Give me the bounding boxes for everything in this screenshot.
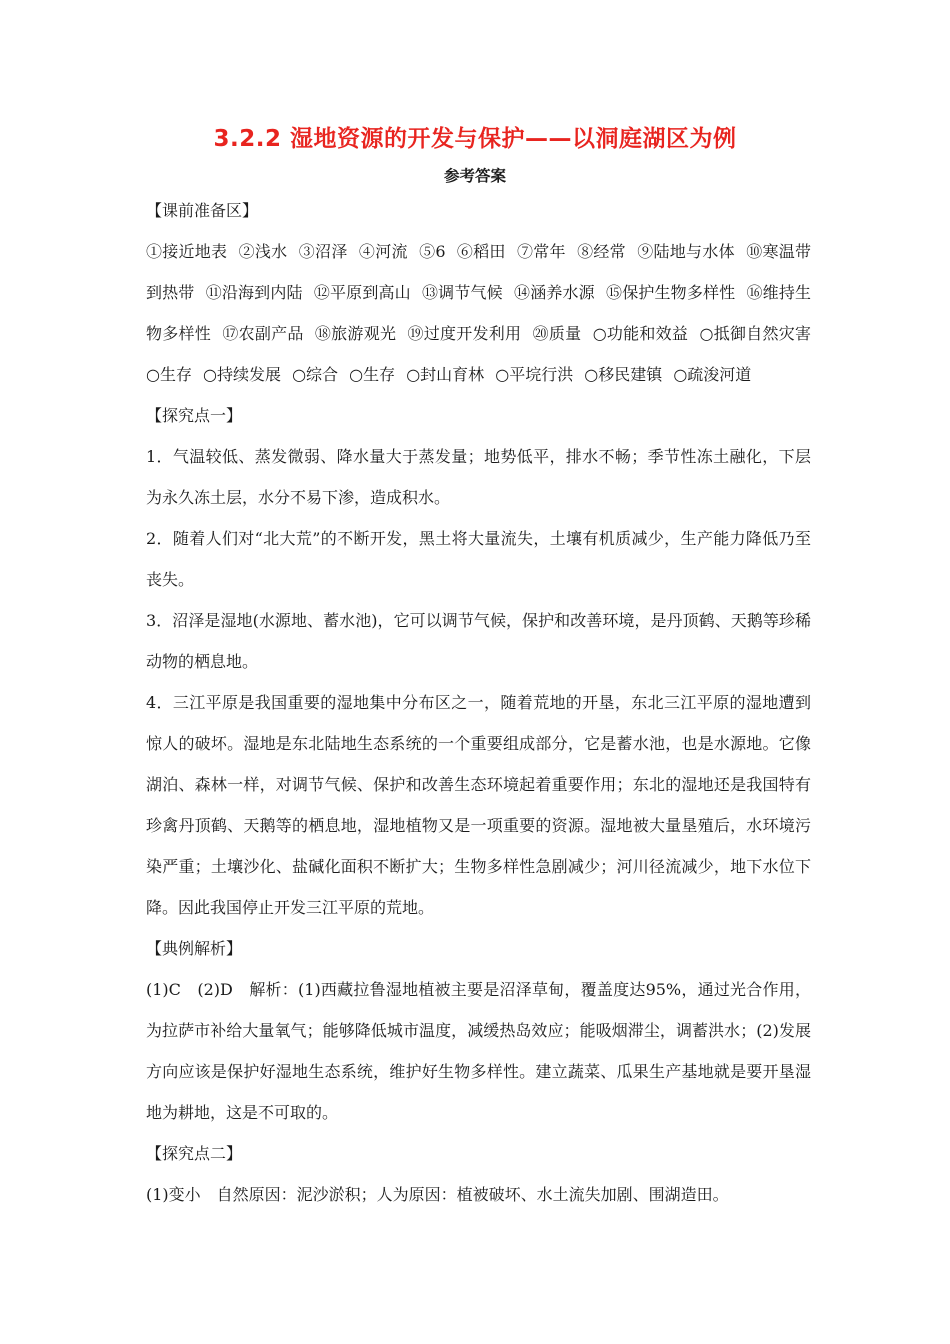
section-heading-pre-class: 【课前准备区】	[146, 201, 259, 220]
pre-class-answers: ①接近地表 ②浅水 ③沼泽 ④河流 ⑤6 ⑥稻田 ⑦常年 ⑧经常 ⑨陆地与水体 ⑩寒温带到热带 ⑪沿海到内陆 ⑫平原到高山 ⑬调节气候 ⑭涵养水源 ⑮保护生物多样性 ⑯维持生物多样性 ⑰农副产品 ⑱旅游观光 ⑲过度开发利用 ⑳质量 ○功能和效益 ○抵御自然灾害 ○生存 ○持续发展 ○综合 ○生存 ○封山育林 ○平垸行洪 ○移民建镇 ○疏浚河道	[146, 242, 811, 384]
section-heading-explore-1: 【探究点一】	[146, 406, 243, 425]
explore1-item-3: 3．沼泽是湿地(水源地、蓄水池)，它可以调节气候，保护和改善环境，是丹顶鹤、天鹅等珍稀动物的栖息地。	[146, 611, 811, 671]
section-heading-example: 【典例解析】	[146, 939, 243, 958]
explore1-item-1: 1．气温较低、蒸发微弱、降水量大于蒸发量；地势低平，排水不畅；季节性冻土融化，下层为永久冻土层，水分不易下渗，造成积水。	[146, 447, 811, 507]
explore1-item-2: 2．随着人们对“北大荒”的不断开发，黑土将大量流失，土壤有机质减少，生产能力降低乃至丧失。	[146, 529, 811, 589]
explore2-answer: (1)变小 自然原因：泥沙淤积；人为原因：植被破坏、水土流失加剧、围湖造田。	[146, 1185, 729, 1204]
document-subtitle: 参考答案	[443, 167, 506, 185]
document-body	[146, 190, 811, 1215]
section-heading-explore-2: 【探究点二】	[146, 1144, 243, 1163]
explore1-item-4: 4．三江平原是我国重要的湿地集中分布区之一，随着荒地的开垦，东北三江平原的湿地遭到惊人的破坏。湿地是东北陆地生态系统的一个重要组成部分，它是蓄水池，也是水源地。它像湖泊、森林一样，对调节气候、保护和改善生态环境起着重要作用；东北的湿地还是我国特有珍禽丹顶鹤、天鹅等的栖息地，湿地植物又是一项重要的资源。湿地被大量垦殖后，水环境污染严重；土壤沙化、盐碱化面积不断扩大；生物多样性急剧减少；河川径流减少，地下水位下降。因此我国停止开发三江平原的荒地。	[146, 693, 811, 917]
example-analysis: (1)C (2)D 解析：(1)西藏拉鲁湿地植被主要是沼泽草甸，覆盖度达95%，通过光合作用，为拉萨市补给大量氧气；能够降低城市温度，减缓热岛效应；能吸烟滞尘，调蓄洪水；(2)发展方向应该是保护好湿地生态系统，维护好生物多样性。建立蔬菜、瓜果生产基地就是要开垦湿地为耕地，这是不可取的。	[146, 980, 811, 1122]
document-title: 3.2.2 湿地资源的开发与保护——以洞庭湖区为例	[213, 126, 737, 152]
